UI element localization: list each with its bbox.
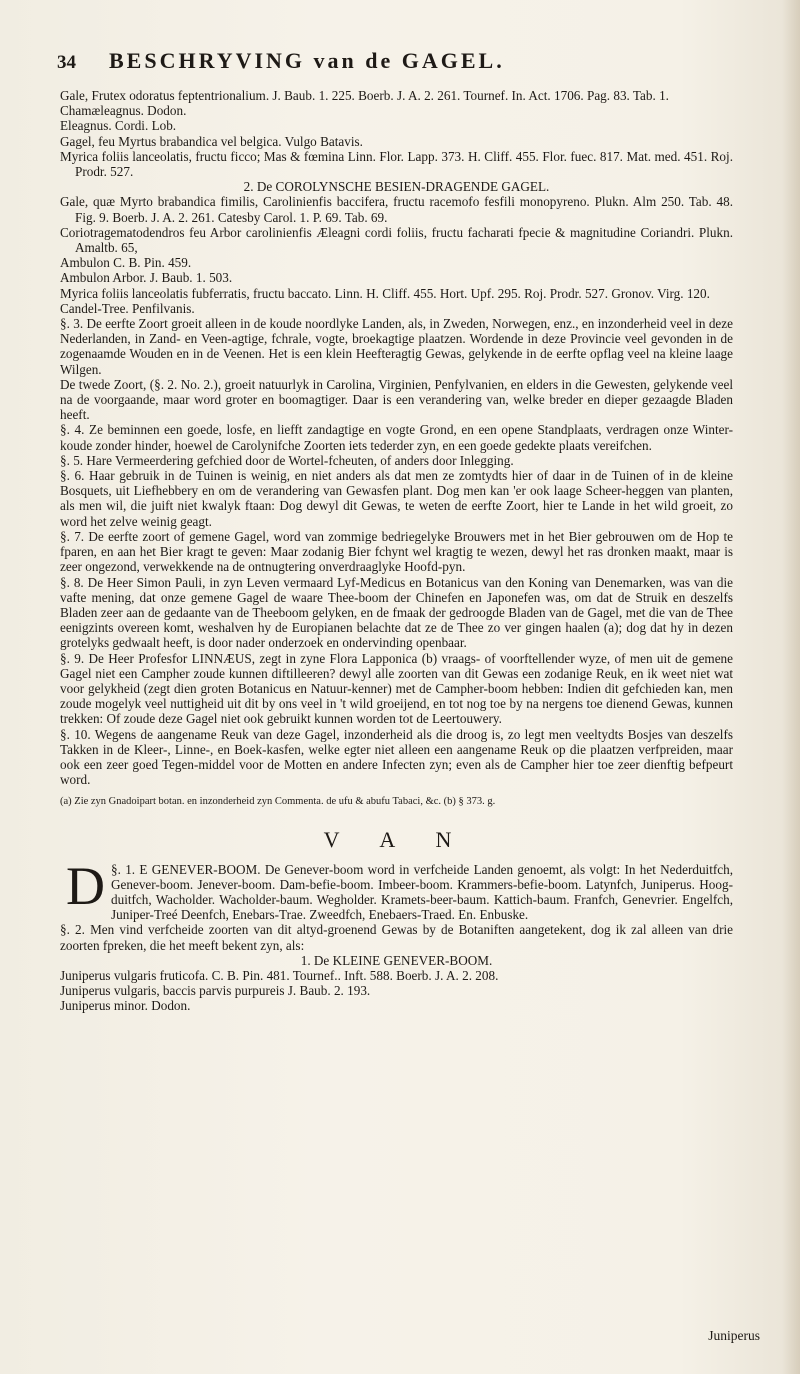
paragraph: §. 7. De eerfte zoort of gemene Gagel, word van zommige bedriegelyke Brouwers met in het Bier gebrouwen om de Hop te fparen, en aan het Bier kragt te geven: Maar zodanig Bier fchynt wel kragtig te wezen, dewyl het ras dronken maakt, maar is zeer ongezond, verwekkende na de ontnugtering onverdraaglyke Hoofd-pyn. bbox=[60, 528, 733, 575]
paragraph: E GENEVER-BOOM. De Genever-boom word in verfcheide Landen genoemt, als volgt: In het Nederduitfch, Genever-boom. Jenever-boom. Dam-befie-boom. Imbeer-boom. Krammers-befie-boom. Latynfch, Juniperus. Hoog-duitfch, Wacholder. Wacholder-baum. Wegholder. Kramets-beer-baum. Kattich-baum. Franfch, Genevrier. Engelfch, Juniper-Treé Deenfch, Enebars-Trae. Zweedfch, Enebaers-Traed. En. Enbuske. bbox=[111, 861, 734, 923]
synonym-entry: Eleagnus. Cordi. Lob. bbox=[60, 118, 177, 134]
paragraph: §. 6. Haar gebruik in de Tuinen is weinig, en niet anders als dat men ze zomtydts hier of daar in de Tuinen of in de kleine Bosquets, uit Liefhebbery en om de verandering van Gewasfen plant. Dog men kan 'er ook laage Scheer-heggen van planten, als men wil, die juift niet kwalyk ftaan: Dog dewyl dit Gewas, te weten de eerfte Zoort, hier te Lande in het wild groeit, zo word het zelve weinig geagt. bbox=[60, 468, 733, 529]
section-heading: V A N bbox=[323, 827, 470, 853]
synonym-entry: Juniperus vulgaris fruticofa. C. B. Pin. 481. Tournef.. Inft. 588. Boerb. J. A. 2. 208. bbox=[60, 967, 499, 983]
paragraph: §. 4. Ze beminnen een goede, losfe, en liefft zandagtige en vogte Grond, en een opene Standplaats, verdragen onze Winter-koude zonder hinder, hoewel de Carolynifche Zoorten iets tederder zyn, en een goede gedekte plaats vereifchen. bbox=[60, 422, 733, 453]
synonym-entry: Ambulon C. B. Pin. 459. bbox=[60, 255, 192, 271]
synonym-entry: Gale, Frutex odoratus feptentrionalium. J. Baub. 1. 225. Boerb. J. A. 2. 261. Tournef. In. Act. 1706. Pag. 83. Tab. 1. bbox=[60, 88, 669, 103]
paragraph: §. 3. De eerfte Zoort groeit alleen in de koude noordlyke Landen, als, in Zweden, Norwegen, enz., en inzonderheid veel in deze Nederlanden, in Zand- en Veen-agtige, fchrale, vogte, broekagtige plaatzen. Wordende in deze Provincie veel gevonden in de zogenaamde Wouden en in de Veenen. Het is een klein Heefteragtig Gewas, gelykende in de eerfte opflag veel na kleine laage Wilgen. bbox=[60, 316, 733, 377]
running-title: BESCHRYVING van de GAGEL. bbox=[109, 48, 505, 73]
footnote: (a) Zie zyn Gnadoipart botan. en inzonderheid zyn Commenta. de ufu & abufu Tabaci, &c. (b) § 373. g. bbox=[60, 796, 496, 808]
synonym-entry: Myrica foliis lanceolatis fubferratis, fructu baccato. Linn. H. Cliff. 455. Hort. Upf. 295. Roj. Prodr. 527. Gronov. Virg. 120. bbox=[60, 285, 710, 301]
synonym-entry: Juniperus minor. Dodon. bbox=[60, 998, 191, 1014]
paragraph: §. 2. Men vind verfcheide zoorten van dit altyd-groenend Gewas by de Botaniften aangetekent, dog ik zal alleen van drie zoorten fpreken, die het meeft bekent zyn, als: bbox=[60, 922, 733, 953]
page-header bbox=[57, 48, 697, 78]
subheading: 1. De KLEINE GENEVER-BOOM. bbox=[300, 952, 493, 968]
synonym-entry: Gagel, feu Myrtus brabandica vel belgica. Vulgo Batavis. bbox=[60, 133, 363, 149]
synonym-entry: Juniperus vulgaris, baccis parvis purpureis J. Baub. 2. 193. bbox=[60, 983, 371, 999]
section-number: §. 1. bbox=[111, 861, 136, 877]
synonym-entry: Gale, quæ Myrto brabandica fimilis, Carolinienfis baccifera, fructu racemofo fesfili monopyreno. Plukn. Alm 250. Tab. 48. Fig. 9. Boerb. J. A. 2. 261. Catesby Carol. 1. P. 69. Tab. 69. bbox=[60, 194, 733, 225]
catchword: Juniperus bbox=[708, 1328, 760, 1343]
paragraph: §. 9. De Heer Profesfor LINNÆUS, zegt in zyne Flora Lapponica (b) vraags- of voorftellender wyze, of men uit de gemene Gagel niet een Campher zoude kunnen diftilleeren? dewyl alle zoorten van dit Gewas een zodanige Reuk, en ik weet niet wat voor gelykheid (zegt dien groten Botanicus en Natuur-kenner) met de Campher-boom hebben: Indien dit gefchieden kan, men zoude mogelyk veel nuttigheid uit dit by ons veel in 't wild groeijend, en tot nog toe by na nergens toe dienend Gewas, kunnen trekken: Of zoude deze Gagel niet ook gebruikt kunnen worden tot de Leertouwery. bbox=[60, 650, 733, 727]
section-two-intro bbox=[60, 855, 734, 923]
page-edge-shadow bbox=[782, 0, 800, 1374]
paragraph: §. 8. De Heer Simon Pauli, in zyn Leven vermaard Lyf-Medicus en Botanicus van den Koning van Denemarken, was van die vafte mening, dat onze gemene Gagel de waare Thee-boom der Chinefen en Japonefen was, om dat de Struik en deszelfs Bladen zeer aan de gedaante van de Theeboom gelyken, en de fmaak der gedroogde Bladen van de Gagel, met die van de Thee eenigzints overeen komt, weshalven hy de Europianen belachte dat ze de Thee zo ver gingen haalen (a); dog dat hy in dezen grotelyks gedwaalt heeft, is door nader onderzoek en ondervinding openbaar. bbox=[60, 574, 733, 651]
paragraph: §. 5. Hare Vermeerdering gefchied door de Wortel-fcheuten, of anders door Inlegging. bbox=[60, 452, 514, 468]
subheading: 2. De COROLYNSCHE BESIEN-DRAGENDE GAGEL. bbox=[243, 179, 550, 195]
synonym-entry: Ambulon Arbor. J. Baub. 1. 503. bbox=[60, 270, 233, 286]
synonym-entry: Myrica foliis lanceolatis, fructu ficco; Mas & fœmina Linn. Flor. Lapp. 373. H. Cliff. 455. Flor. fuec. 817. Mat. med. 451. Roj. Prodr. 527. bbox=[60, 148, 733, 180]
drop-cap: D bbox=[66, 855, 105, 916]
section-two bbox=[60, 855, 734, 1014]
synonym-entry: Candel-Tree. Penfilvanis. bbox=[60, 300, 195, 316]
paragraph: §. 10. Wegens de aangename Reuk van deze Gagel, inzonderheid als die droog is, zo legt men veeltydts Bosjes van deszelfs Takken in de Kleer-, Linne-, en Boek-kasfen, welke egter niet alleen een aangename Reuk op die plaatzen verfpreiden, maar ook een zeer goed Tegen-middel voor de Motten en andere Infecten zyn; even als de Campher hier toe zeer dienftig befpeurt word. bbox=[60, 726, 733, 788]
page-number: 34 bbox=[57, 52, 76, 73]
body-text bbox=[60, 88, 733, 1014]
paragraph: De twede Zoort, (§. 2. No. 2.), groeit natuurlyk in Carolina, Virginien, Penfylvanien, en elders in die Gewesten, gelykende veel na de voorgaande, maar word groter en boomagtiger. Daar is een verandering van, welke breder en dieper gezaagde Bladen heeft. bbox=[60, 376, 733, 423]
synonym-entry: Coriotragematodendros feu Arbor carolinienfis Æleagni cordi foliis, fructu facharati fpecie & magnitudine Coriandri. Plukn. Amaltb. 65, bbox=[60, 224, 733, 256]
synonym-entry: Chamæleagnus. Dodon. bbox=[60, 103, 187, 119]
